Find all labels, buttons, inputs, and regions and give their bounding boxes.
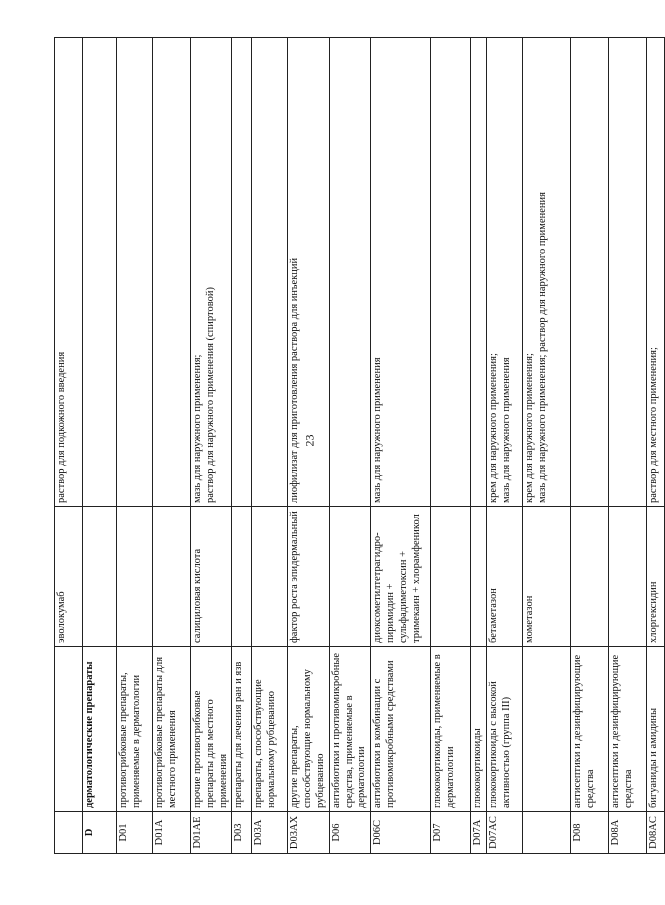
drug-name-cell bbox=[571, 507, 609, 647]
atc-code-cell: D07AC bbox=[487, 812, 523, 854]
group-name-cell: дерматологические препараты bbox=[83, 647, 117, 812]
table-row bbox=[191, 38, 232, 854]
page-number: 23 bbox=[302, 434, 317, 447]
group-name-cell: препараты для лечения ран и язв bbox=[232, 647, 252, 812]
drug-name-cell bbox=[471, 507, 487, 647]
group-name-cell bbox=[55, 647, 83, 812]
drug-name-cell bbox=[252, 507, 288, 647]
table-row bbox=[117, 38, 153, 854]
drug-name-cell: салициловая кислота bbox=[191, 507, 232, 647]
dosage-form-cell bbox=[329, 38, 370, 507]
table-row bbox=[487, 38, 523, 854]
table-row bbox=[371, 38, 431, 854]
atc-code-cell: D08AC bbox=[647, 812, 665, 854]
drug-name-cell: мометазон bbox=[523, 507, 571, 647]
dosage-form-cell bbox=[117, 38, 153, 507]
group-name-cell bbox=[523, 647, 571, 812]
atc-code-cell: D07A bbox=[471, 812, 487, 854]
dosage-form-cell: крем для наружного применения; мазь для наружного применения bbox=[487, 38, 523, 507]
atc-code-cell: D03 bbox=[232, 812, 252, 854]
table-row bbox=[288, 38, 329, 854]
drug-name-cell: хлоргексидин bbox=[647, 507, 665, 647]
dosage-form-cell: мазь для наружного применения bbox=[371, 38, 431, 507]
table-row bbox=[55, 38, 83, 854]
atc-code-cell: D08A bbox=[609, 812, 647, 854]
group-name-cell: бигуаниды и амидины bbox=[647, 647, 665, 812]
table-row bbox=[153, 38, 191, 854]
group-name-cell: антисептики и дезинфицирующие средства bbox=[609, 647, 647, 812]
dosage-form-cell bbox=[571, 38, 609, 507]
atc-code-cell: D01A bbox=[153, 812, 191, 854]
table-row bbox=[252, 38, 288, 854]
dosage-form-cell bbox=[431, 38, 471, 507]
table-row bbox=[232, 38, 252, 854]
dosage-form-cell bbox=[153, 38, 191, 507]
dosage-form-cell bbox=[83, 38, 117, 507]
group-name-cell: антибиотики и противомикробные средства, применяемые в дерматологии bbox=[329, 647, 370, 812]
drug-name-cell bbox=[117, 507, 153, 647]
group-name-cell: противогрибковые препараты для местного применения bbox=[153, 647, 191, 812]
drug-name-cell bbox=[609, 507, 647, 647]
drug-name-cell bbox=[329, 507, 370, 647]
group-name-cell: антисептики и дезинфицирующие средства bbox=[571, 647, 609, 812]
atc-code-cell: D03A bbox=[252, 812, 288, 854]
dosage-form-cell bbox=[252, 38, 288, 507]
atc-code-cell: D bbox=[83, 812, 117, 854]
dosage-form-cell: раствор для местного применения; bbox=[647, 38, 665, 507]
atc-code-cell: D03AX bbox=[288, 812, 329, 854]
group-name-cell: другие препараты, способствующие нормальному рубцеванию bbox=[288, 647, 329, 812]
drug-name-cell bbox=[431, 507, 471, 647]
drug-name-cell bbox=[153, 507, 191, 647]
dosage-form-cell: крем для наружного применения; мазь для наружного применения; раствор для наружного применения bbox=[523, 38, 571, 507]
atc-code-cell: D07 bbox=[431, 812, 471, 854]
dosage-form-cell bbox=[609, 38, 647, 507]
table-row bbox=[523, 38, 571, 854]
atc-code-cell: D06C bbox=[371, 812, 431, 854]
group-name-cell: прочие противогрибковые препараты для местного применения bbox=[191, 647, 232, 812]
group-name-cell: противогрибковые препараты, применяемые в дерматологии bbox=[117, 647, 153, 812]
drug-name-cell: бетаметазон bbox=[487, 507, 523, 647]
drug-name-cell: фактор роста эпидермальный bbox=[288, 507, 329, 647]
table-row bbox=[471, 38, 487, 854]
atc-code-cell: D08 bbox=[571, 812, 609, 854]
atc-code-cell: D01AE bbox=[191, 812, 232, 854]
atc-code-cell: D06 bbox=[329, 812, 370, 854]
dosage-form-cell: раствор для подкожного введения bbox=[55, 38, 83, 507]
drug-name-cell: эволокумаб bbox=[55, 507, 83, 647]
table-row bbox=[431, 38, 471, 854]
group-name-cell: глюкокортикоиды, применяемые в дерматологии bbox=[431, 647, 471, 812]
rotated-table-wrapper bbox=[54, 38, 665, 854]
atc-code-cell bbox=[55, 812, 83, 854]
drug-name-cell bbox=[232, 507, 252, 647]
group-name-cell: глюкокортикоиды с высокой активностью (группа III) bbox=[487, 647, 523, 812]
drug-classification-table bbox=[54, 37, 665, 854]
dosage-form-cell bbox=[471, 38, 487, 507]
group-name-cell: препараты, способствующие нормальному рубцеванию bbox=[252, 647, 288, 812]
table-row bbox=[329, 38, 370, 854]
table-body bbox=[55, 38, 665, 854]
table-row bbox=[571, 38, 609, 854]
table-row bbox=[647, 38, 665, 854]
group-name-cell: глюкокортикоиды bbox=[471, 647, 487, 812]
atc-code-cell bbox=[523, 812, 571, 854]
dosage-form-cell: мазь для наружного применения; раствор для наружного применения (спиртовой) bbox=[191, 38, 232, 507]
dosage-form-cell bbox=[232, 38, 252, 507]
drug-name-cell: диоксометилтетрагидро-пиримидин + сульфадиметоксин + тримекаин + хлорамфеникол bbox=[371, 507, 431, 647]
drug-name-cell bbox=[83, 507, 117, 647]
table-row bbox=[83, 38, 117, 854]
table-row bbox=[609, 38, 647, 854]
group-name-cell: антибиотики в комбинации с противомикробными средствами bbox=[371, 647, 431, 812]
atc-code-cell: D01 bbox=[117, 812, 153, 854]
dosage-form-cell: лиофилизат для приготовления раствора для инъекций bbox=[288, 38, 329, 507]
